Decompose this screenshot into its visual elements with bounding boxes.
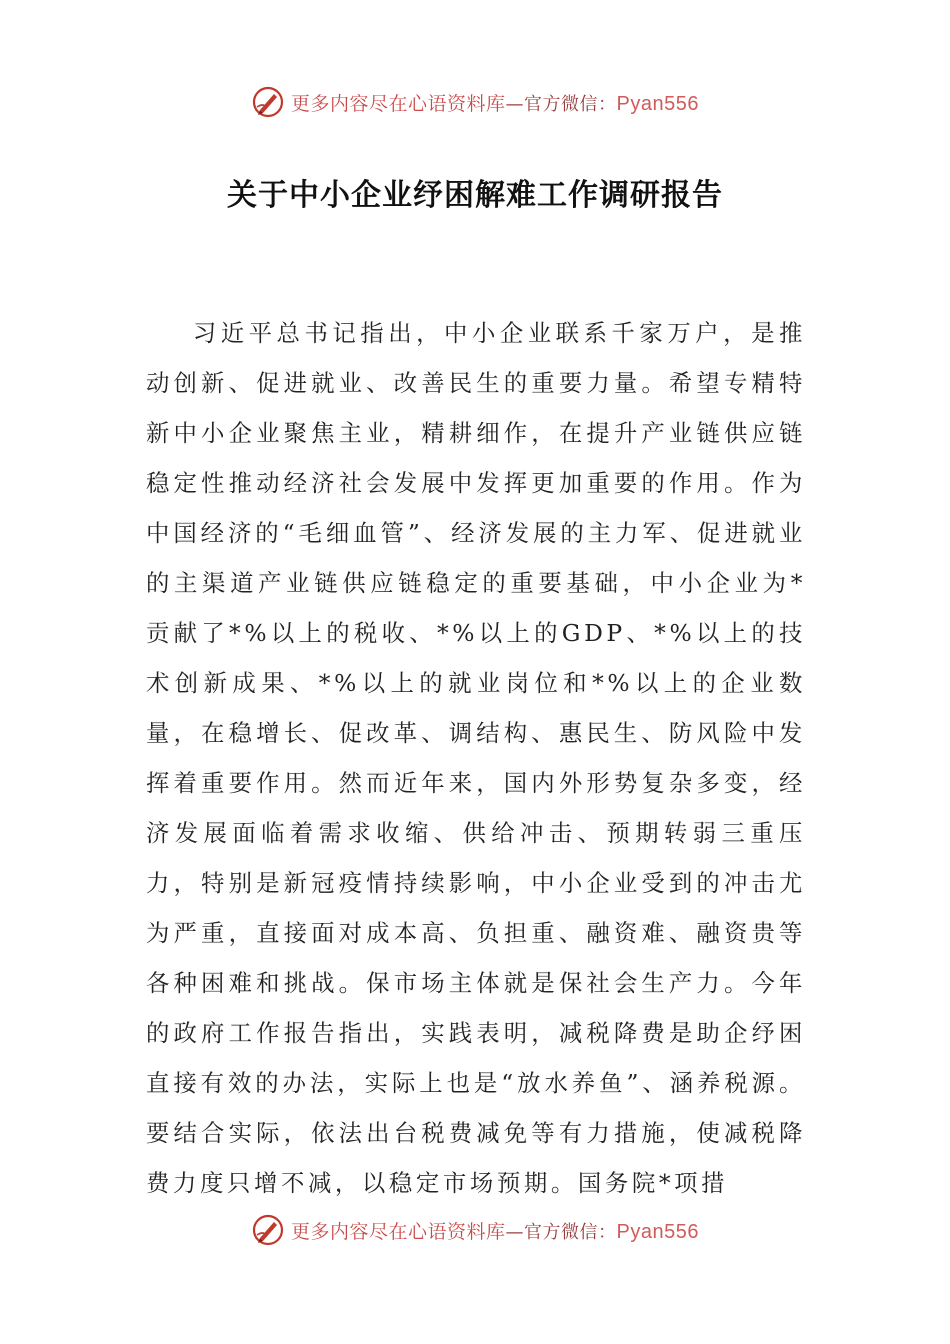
pen-circle-logo-icon: [251, 85, 285, 119]
banner-main-text: 更多内容尽在心语资料库: [291, 92, 506, 115]
pen-circle-logo-icon: [251, 1213, 285, 1247]
banner-main-text: 更多内容尽在心语资料库: [291, 1220, 506, 1243]
banner-wechat-id: Pyan556: [616, 92, 699, 115]
banner-text: [291, 1217, 699, 1244]
banner-text: [291, 89, 699, 116]
document-title: 关于中小企业纾困解难工作调研报告: [227, 178, 723, 213]
banner-label: 官方微信：: [524, 1221, 617, 1243]
banner-wechat-id: Pyan556: [616, 1220, 699, 1243]
body-paragraph: 习近平总书记指出，中小企业联系千家万户，是推动创新、促进就业、改善民生的重要力量。希望专精特新中小企业聚焦主业，精耕细作，在提升产业链供应链稳定性推动经济社会发展中发挥更加重要的作用。作为中国经济的“毛细血管”、经济发展的主力军、促进就业的主渠道产业链供应链稳定的重要基础，中小企业为*贡献了*%以上的税收、*%以上的GDP、*%以上的技术创新成果、*%以上的就业岗位和*%以上的企业数量，在稳增长、促改革、调结构、惠民生、防风险中发挥着重要作用。然而近年来，国内外形势复杂多变，经济发展面临着需求收缩、供给冲击、预期转弱三重压力，特别是新冠疫情持续影响，中小企业受到的冲击尤为严重，直接面对成本高、负担重、融资难、融资贵等各种困难和挑战。保市场主体就是保社会生产力。今年的政府工作报告指出，实践表明，减税降费是助企纾困直接有效的办法，实际上也是“放水养鱼”、涵养税源。要结合实际，依法出台税费减免等有力措施，使减税降费力度只增不减，以稳定市场预期。国务院*项措: [146, 319, 806, 1197]
banner-separator: —: [505, 1221, 525, 1243]
banner-separator: —: [505, 93, 525, 115]
footer-watermark-banner: [0, 1210, 950, 1250]
banner-label: 官方微信：: [524, 93, 617, 115]
header-watermark-banner: [0, 82, 950, 122]
